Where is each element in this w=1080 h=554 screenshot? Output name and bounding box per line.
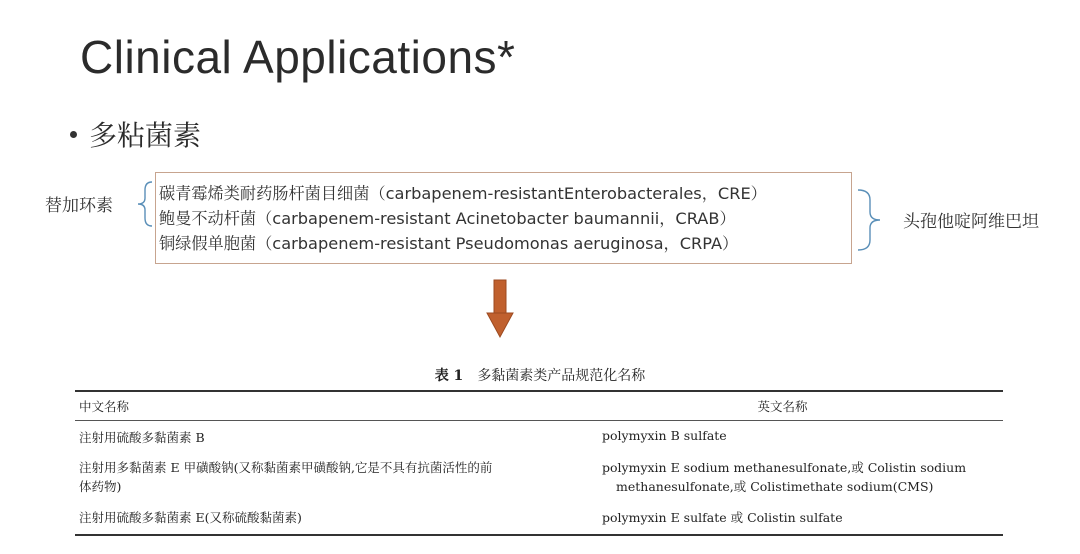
cell-en-line: polymyxin E sodium methanesulfonate,或 Colistin sodium — [602, 460, 967, 475]
cell-cn-line: 注射用多黏菌素 E 甲磺酸钠(又称黏菌素甲磺酸钠,它是不具有抗菌活性的前 — [79, 460, 493, 475]
table-row — [75, 421, 1003, 451]
left-brace-icon — [138, 182, 152, 226]
table-row — [75, 451, 1003, 501]
cell-en: polymyxin E sulfate 或 Colistin sulfate — [602, 510, 843, 525]
cell-cn — [75, 458, 602, 501]
pathogen-cre: 碳青霉烯类耐药肠杆菌目细菌（carbapenem-resistantEnterobacterales，CRE） — [159, 184, 767, 203]
table-header-row — [75, 392, 1003, 420]
pathogen-crab: 鲍曼不动杆菌（carbapenem-resistant Acinetobacter baumannii，CRAB） — [159, 209, 736, 228]
cell-en — [602, 458, 1003, 501]
pathogen-box — [155, 172, 852, 264]
cell-cn: 注射用硫酸多黏菌素 E(又称硫酸黏菌素) — [79, 510, 302, 525]
slide-title: Clinical Applications* — [80, 31, 516, 83]
table-caption-text: 多黏菌素类产品规范化名称 — [477, 368, 646, 384]
cell-en-line: methanesulfonate,或 Colistimethate sodium(CMS) — [616, 479, 934, 494]
cell-cn-line: 体药物) — [79, 479, 122, 494]
cell-en: polymyxin B sulfate — [602, 428, 727, 443]
header-english-name: 英文名称 — [757, 399, 808, 414]
header-chinese-name: 中文名称 — [79, 399, 130, 414]
table-bottom-rule — [75, 534, 1003, 536]
cell-cn: 注射用硫酸多黏菌素 B — [79, 430, 205, 445]
right-brace-icon — [858, 190, 880, 250]
table-caption-number: 表 1 — [434, 368, 464, 384]
table-row — [75, 501, 1003, 534]
pathogen-crpa: 铜绿假单胞菌（carbapenem-resistant Pseudomonas aeruginosa，CRPA） — [159, 234, 739, 253]
table-caption — [0, 365, 1080, 385]
tigecycline-label: 替加环素 — [45, 196, 113, 216]
names-table — [75, 390, 1003, 536]
ceftazidime-avibactam-label: 头孢他啶阿维巴坦 — [903, 212, 1039, 232]
down-arrow-icon — [487, 280, 513, 337]
bullet-text: 多粘菌素 — [89, 119, 202, 152]
